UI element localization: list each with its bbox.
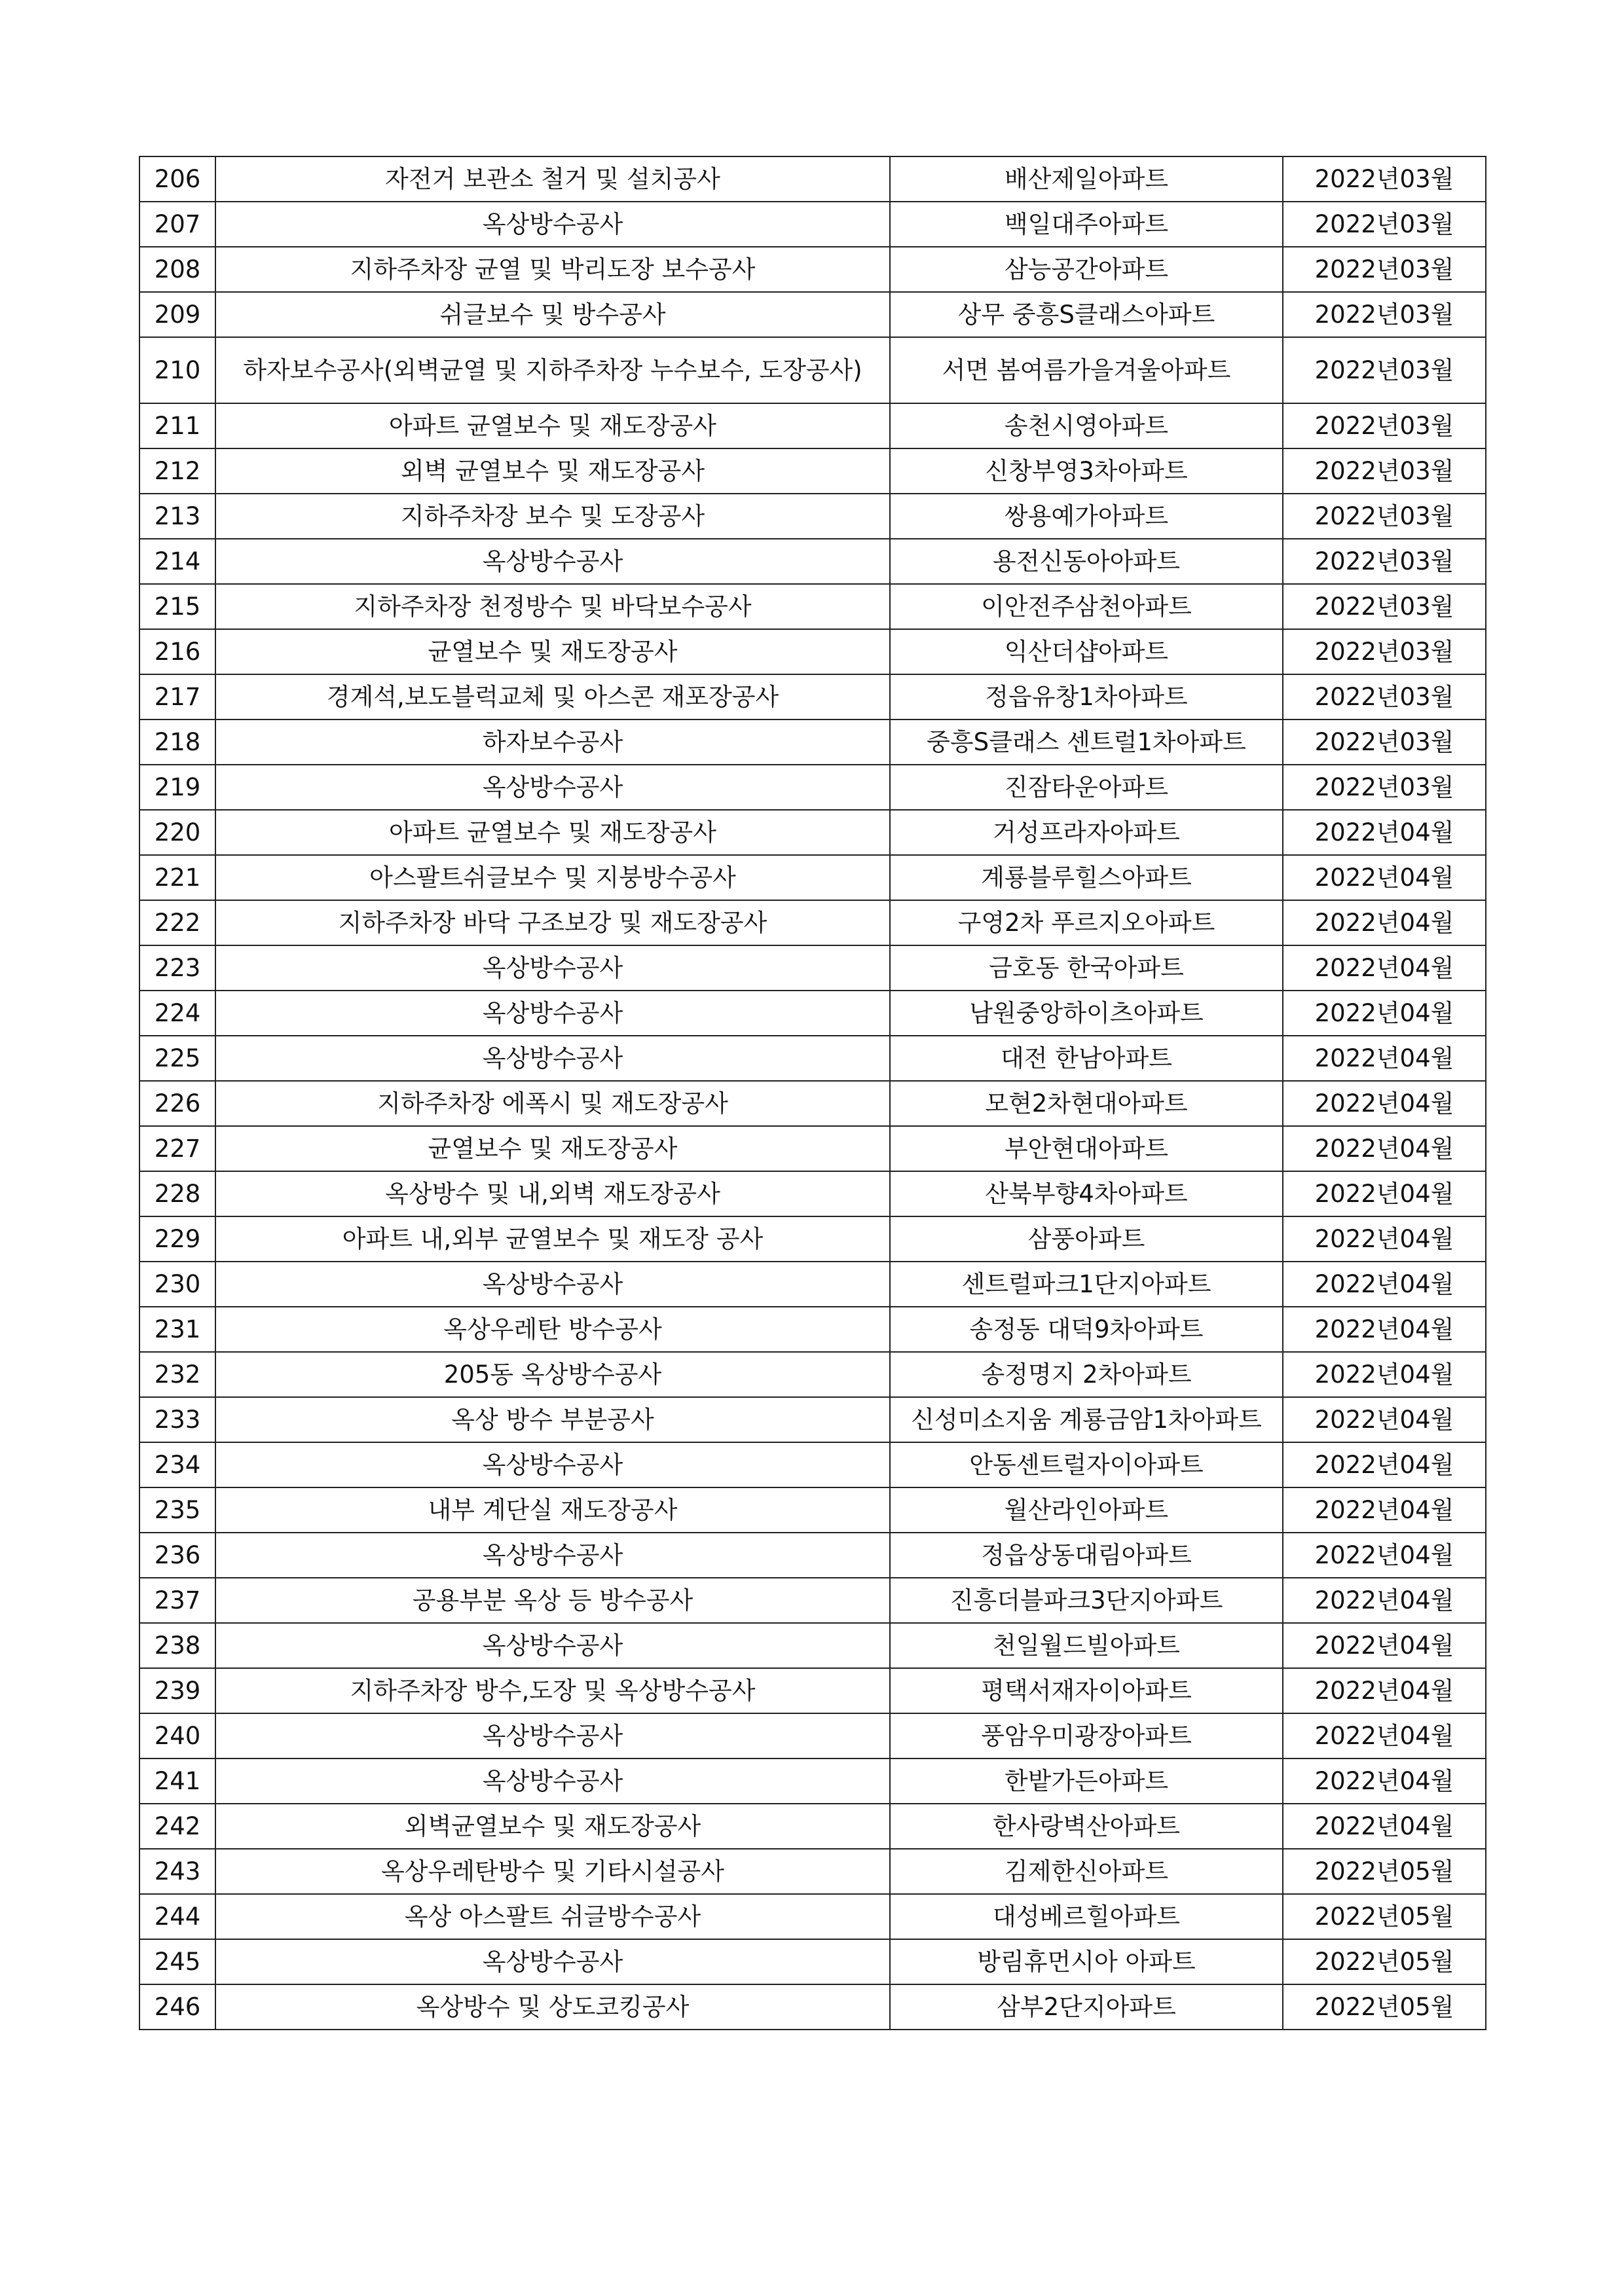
completion-date-cell: 2022년03월: [1283, 337, 1486, 403]
row-number-cell: 230: [139, 1262, 215, 1307]
work-description-cell: 옥상방수 및 내,외벽 재도장공사: [215, 1171, 890, 1216]
row-number-cell: 233: [139, 1397, 215, 1442]
row-number-cell: 234: [139, 1442, 215, 1487]
apartment-name-cell: 백일대주아파트: [890, 202, 1283, 247]
row-number-cell: 215: [139, 584, 215, 629]
row-number-cell: 213: [139, 494, 215, 539]
completion-date-cell: 2022년03월: [1283, 292, 1486, 337]
table-row: [139, 991, 1486, 1036]
work-description-cell: 하자보수공사: [215, 720, 890, 765]
table-row: [139, 1216, 1486, 1262]
completion-date-cell: 2022년04월: [1283, 1352, 1486, 1397]
apartment-name-cell: 금호동 한국아파트: [890, 945, 1283, 991]
row-number-cell: 238: [139, 1623, 215, 1668]
work-description-cell: 옥상방수공사: [215, 1713, 890, 1758]
table-row: [139, 1081, 1486, 1126]
row-number-cell: 222: [139, 900, 215, 945]
work-description-cell: 옥상우레탄 방수공사: [215, 1307, 890, 1352]
work-description-cell: 옥상방수공사: [215, 1036, 890, 1081]
table-row: [139, 1442, 1486, 1487]
work-description-cell: 옥상방수공사: [215, 539, 890, 584]
completion-date-cell: 2022년04월: [1283, 1442, 1486, 1487]
apartment-name-cell: 쌍용예가아파트: [890, 494, 1283, 539]
completion-date-cell: 2022년04월: [1283, 945, 1486, 991]
work-description-cell: 옥상우레탄방수 및 기타시설공사: [215, 1849, 890, 1894]
table-row: [139, 1126, 1486, 1171]
work-description-cell: 아스팔트쉬글보수 및 지붕방수공사: [215, 855, 890, 900]
work-description-cell: 공용부분 옥상 등 방수공사: [215, 1578, 890, 1623]
table-row: [139, 1578, 1486, 1623]
row-number-cell: 245: [139, 1939, 215, 1984]
table-row: [139, 945, 1486, 991]
work-description-cell: 하자보수공사(외벽균열 및 지하주차장 누수보수, 도장공사): [215, 337, 890, 403]
row-number-cell: 218: [139, 720, 215, 765]
work-description-cell: 지하주차장 방수,도장 및 옥상방수공사: [215, 1668, 890, 1713]
table-row: [139, 1262, 1486, 1307]
completion-date-cell: 2022년04월: [1283, 1126, 1486, 1171]
completion-date-cell: 2022년04월: [1283, 1216, 1486, 1262]
apartment-name-cell: 모현2차현대아파트: [890, 1081, 1283, 1126]
apartment-name-cell: 서면 봄여름가을겨울아파트: [890, 337, 1283, 403]
work-description-cell: 쉬글보수 및 방수공사: [215, 292, 890, 337]
table-row: [139, 156, 1486, 202]
table-row: [139, 292, 1486, 337]
apartment-name-cell: 정읍유창1차아파트: [890, 674, 1283, 720]
completion-date-cell: 2022년03월: [1283, 629, 1486, 674]
row-number-cell: 229: [139, 1216, 215, 1262]
completion-date-cell: 2022년03월: [1283, 202, 1486, 247]
apartment-name-cell: 계룡블루힐스아파트: [890, 855, 1283, 900]
completion-date-cell: 2022년03월: [1283, 448, 1486, 494]
work-description-cell: 아파트 균열보수 및 재도장공사: [215, 810, 890, 855]
apartment-name-cell: 삼풍아파트: [890, 1216, 1283, 1262]
work-description-cell: 균열보수 및 재도장공사: [215, 1126, 890, 1171]
apartment-name-cell: 안동센트럴자이아파트: [890, 1442, 1283, 1487]
work-description-cell: 옥상 방수 부분공사: [215, 1397, 890, 1442]
apartment-name-cell: 대전 한남아파트: [890, 1036, 1283, 1081]
apartment-name-cell: 중흥S클래스 센트럴1차아파트: [890, 720, 1283, 765]
table-row: [139, 855, 1486, 900]
row-number-cell: 212: [139, 448, 215, 494]
table-row: [139, 448, 1486, 494]
row-number-cell: 210: [139, 337, 215, 403]
apartment-name-cell: 신성미소지움 계룡금암1차아파트: [890, 1397, 1283, 1442]
work-description-cell: 외벽균열보수 및 재도장공사: [215, 1804, 890, 1849]
apartment-name-cell: 삼능공간아파트: [890, 247, 1283, 292]
row-number-cell: 239: [139, 1668, 215, 1713]
work-description-cell: 옥상방수공사: [215, 1623, 890, 1668]
apartment-name-cell: 송정동 대덕9차아파트: [890, 1307, 1283, 1352]
completion-date-cell: 2022년03월: [1283, 720, 1486, 765]
completion-date-cell: 2022년04월: [1283, 1307, 1486, 1352]
table-row: [139, 494, 1486, 539]
apartment-name-cell: 한밭가든아파트: [890, 1758, 1283, 1804]
completion-date-cell: 2022년04월: [1283, 1804, 1486, 1849]
apartment-name-cell: 진흥더블파크3단지아파트: [890, 1578, 1283, 1623]
table-row: [139, 539, 1486, 584]
work-description-cell: 옥상방수공사: [215, 765, 890, 810]
completion-date-cell: 2022년05월: [1283, 1984, 1486, 2030]
work-description-cell: 지하주차장 보수 및 도장공사: [215, 494, 890, 539]
table-row: [139, 720, 1486, 765]
completion-date-cell: 2022년04월: [1283, 1081, 1486, 1126]
completion-date-cell: 2022년04월: [1283, 1623, 1486, 1668]
table-row: [139, 1533, 1486, 1578]
work-description-cell: 옥상방수공사: [215, 1442, 890, 1487]
completion-date-cell: 2022년04월: [1283, 1262, 1486, 1307]
apartment-name-cell: 대성베르힐아파트: [890, 1894, 1283, 1939]
table-row: [139, 1307, 1486, 1352]
table-row: [139, 1849, 1486, 1894]
row-number-cell: 241: [139, 1758, 215, 1804]
completion-date-cell: 2022년05월: [1283, 1849, 1486, 1894]
row-number-cell: 228: [139, 1171, 215, 1216]
work-description-cell: 지하주차장 천정방수 및 바닥보수공사: [215, 584, 890, 629]
table-row: [139, 1623, 1486, 1668]
apartment-name-cell: 산북부향4차아파트: [890, 1171, 1283, 1216]
records-table-body: [139, 156, 1486, 2030]
table-row: [139, 1713, 1486, 1758]
row-number-cell: 208: [139, 247, 215, 292]
completion-date-cell: 2022년04월: [1283, 1487, 1486, 1533]
apartment-name-cell: 이안전주삼천아파트: [890, 584, 1283, 629]
completion-date-cell: 2022년04월: [1283, 855, 1486, 900]
table-row: [139, 1171, 1486, 1216]
apartment-name-cell: 방림휴먼시아 아파트: [890, 1939, 1283, 1984]
table-row: [139, 1804, 1486, 1849]
row-number-cell: 232: [139, 1352, 215, 1397]
row-number-cell: 221: [139, 855, 215, 900]
work-description-cell: 옥상 아스팔트 쉬글방수공사: [215, 1894, 890, 1939]
apartment-name-cell: 삼부2단지아파트: [890, 1984, 1283, 2030]
row-number-cell: 211: [139, 403, 215, 448]
row-number-cell: 240: [139, 1713, 215, 1758]
work-description-cell: 아파트 내,외부 균열보수 및 재도장 공사: [215, 1216, 890, 1262]
work-description-cell: 205동 옥상방수공사: [215, 1352, 890, 1397]
row-number-cell: 224: [139, 991, 215, 1036]
completion-date-cell: 2022년04월: [1283, 1713, 1486, 1758]
work-description-cell: 자전거 보관소 철거 및 설치공사: [215, 156, 890, 202]
work-description-cell: 옥상방수공사: [215, 1533, 890, 1578]
apartment-name-cell: 김제한신아파트: [890, 1849, 1283, 1894]
table-row: [139, 765, 1486, 810]
apartment-name-cell: 상무 중흥S클래스아파트: [890, 292, 1283, 337]
apartment-name-cell: 풍암우미광장아파트: [890, 1713, 1283, 1758]
table-row: [139, 1984, 1486, 2030]
completion-date-cell: 2022년03월: [1283, 674, 1486, 720]
table-row: [139, 1036, 1486, 1081]
completion-date-cell: 2022년04월: [1283, 991, 1486, 1036]
apartment-name-cell: 센트럴파크1단지아파트: [890, 1262, 1283, 1307]
row-number-cell: 244: [139, 1894, 215, 1939]
row-number-cell: 231: [139, 1307, 215, 1352]
work-description-cell: 옥상방수공사: [215, 1939, 890, 1984]
apartment-name-cell: 거성프라자아파트: [890, 810, 1283, 855]
work-description-cell: 경계석,보도블럭교체 및 아스콘 재포장공사: [215, 674, 890, 720]
row-number-cell: 216: [139, 629, 215, 674]
table-row: [139, 674, 1486, 720]
row-number-cell: 225: [139, 1036, 215, 1081]
table-row: [139, 247, 1486, 292]
work-description-cell: 옥상방수공사: [215, 1758, 890, 1804]
work-description-cell: 지하주차장 균열 및 박리도장 보수공사: [215, 247, 890, 292]
table-row: [139, 1352, 1486, 1397]
table-row: [139, 1758, 1486, 1804]
apartment-name-cell: 구영2차 푸르지오아파트: [890, 900, 1283, 945]
work-description-cell: 옥상방수공사: [215, 202, 890, 247]
apartment-name-cell: 송천시영아파트: [890, 403, 1283, 448]
completion-date-cell: 2022년04월: [1283, 1668, 1486, 1713]
table-row: [139, 584, 1486, 629]
completion-date-cell: 2022년03월: [1283, 403, 1486, 448]
completion-date-cell: 2022년03월: [1283, 765, 1486, 810]
completion-date-cell: 2022년04월: [1283, 1036, 1486, 1081]
work-description-cell: 아파트 균열보수 및 재도장공사: [215, 403, 890, 448]
apartment-name-cell: 용전신동아아파트: [890, 539, 1283, 584]
work-description-cell: 지하주차장 바닥 구조보강 및 재도장공사: [215, 900, 890, 945]
work-description-cell: 옥상방수공사: [215, 991, 890, 1036]
apartment-name-cell: 익산더샵아파트: [890, 629, 1283, 674]
table-row: [139, 629, 1486, 674]
work-description-cell: 옥상방수공사: [215, 1262, 890, 1307]
completion-date-cell: 2022년04월: [1283, 1578, 1486, 1623]
row-number-cell: 237: [139, 1578, 215, 1623]
apartment-name-cell: 천일월드빌아파트: [890, 1623, 1283, 1668]
apartment-name-cell: 신창부영3차아파트: [890, 448, 1283, 494]
row-number-cell: 206: [139, 156, 215, 202]
table-row: [139, 1939, 1486, 1984]
apartment-name-cell: 배산제일아파트: [890, 156, 1283, 202]
completion-date-cell: 2022년04월: [1283, 1533, 1486, 1578]
work-description-cell: 지하주차장 에폭시 및 재도장공사: [215, 1081, 890, 1126]
work-description-cell: 옥상방수공사: [215, 945, 890, 991]
row-number-cell: 226: [139, 1081, 215, 1126]
apartment-name-cell: 부안현대아파트: [890, 1126, 1283, 1171]
row-number-cell: 220: [139, 810, 215, 855]
completion-date-cell: 2022년04월: [1283, 1397, 1486, 1442]
completion-date-cell: 2022년04월: [1283, 1171, 1486, 1216]
work-description-cell: 균열보수 및 재도장공사: [215, 629, 890, 674]
row-number-cell: 217: [139, 674, 215, 720]
apartment-name-cell: 평택서재자이아파트: [890, 1668, 1283, 1713]
completion-date-cell: 2022년04월: [1283, 900, 1486, 945]
row-number-cell: 236: [139, 1533, 215, 1578]
apartment-name-cell: 한사랑벽산아파트: [890, 1804, 1283, 1849]
row-number-cell: 243: [139, 1849, 215, 1894]
apartment-name-cell: 진잠타운아파트: [890, 765, 1283, 810]
work-description-cell: 옥상방수 및 상도코킹공사: [215, 1984, 890, 2030]
work-description-cell: 내부 계단실 재도장공사: [215, 1487, 890, 1533]
table-row: [139, 337, 1486, 403]
completion-date-cell: 2022년05월: [1283, 1894, 1486, 1939]
completion-date-cell: 2022년03월: [1283, 539, 1486, 584]
row-number-cell: 219: [139, 765, 215, 810]
row-number-cell: 246: [139, 1984, 215, 2030]
completion-date-cell: 2022년04월: [1283, 1758, 1486, 1804]
completion-date-cell: 2022년03월: [1283, 156, 1486, 202]
row-number-cell: 223: [139, 945, 215, 991]
table-row: [139, 900, 1486, 945]
row-number-cell: 209: [139, 292, 215, 337]
completion-date-cell: 2022년03월: [1283, 494, 1486, 539]
completion-date-cell: 2022년04월: [1283, 810, 1486, 855]
table-row: [139, 1668, 1486, 1713]
row-number-cell: 207: [139, 202, 215, 247]
apartment-name-cell: 남원중앙하이츠아파트: [890, 991, 1283, 1036]
completion-date-cell: 2022년03월: [1283, 584, 1486, 629]
row-number-cell: 214: [139, 539, 215, 584]
construction-records-table: [139, 156, 1486, 2030]
apartment-name-cell: 정읍상동대림아파트: [890, 1533, 1283, 1578]
table-row: [139, 202, 1486, 247]
row-number-cell: 235: [139, 1487, 215, 1533]
completion-date-cell: 2022년03월: [1283, 247, 1486, 292]
row-number-cell: 242: [139, 1804, 215, 1849]
table-row: [139, 1487, 1486, 1533]
table-row: [139, 810, 1486, 855]
table-row: [139, 1894, 1486, 1939]
apartment-name-cell: 월산라인아파트: [890, 1487, 1283, 1533]
completion-date-cell: 2022년05월: [1283, 1939, 1486, 1984]
table-row: [139, 403, 1486, 448]
work-description-cell: 외벽 균열보수 및 재도장공사: [215, 448, 890, 494]
table-row: [139, 1397, 1486, 1442]
apartment-name-cell: 송정명지 2차아파트: [890, 1352, 1283, 1397]
row-number-cell: 227: [139, 1126, 215, 1171]
